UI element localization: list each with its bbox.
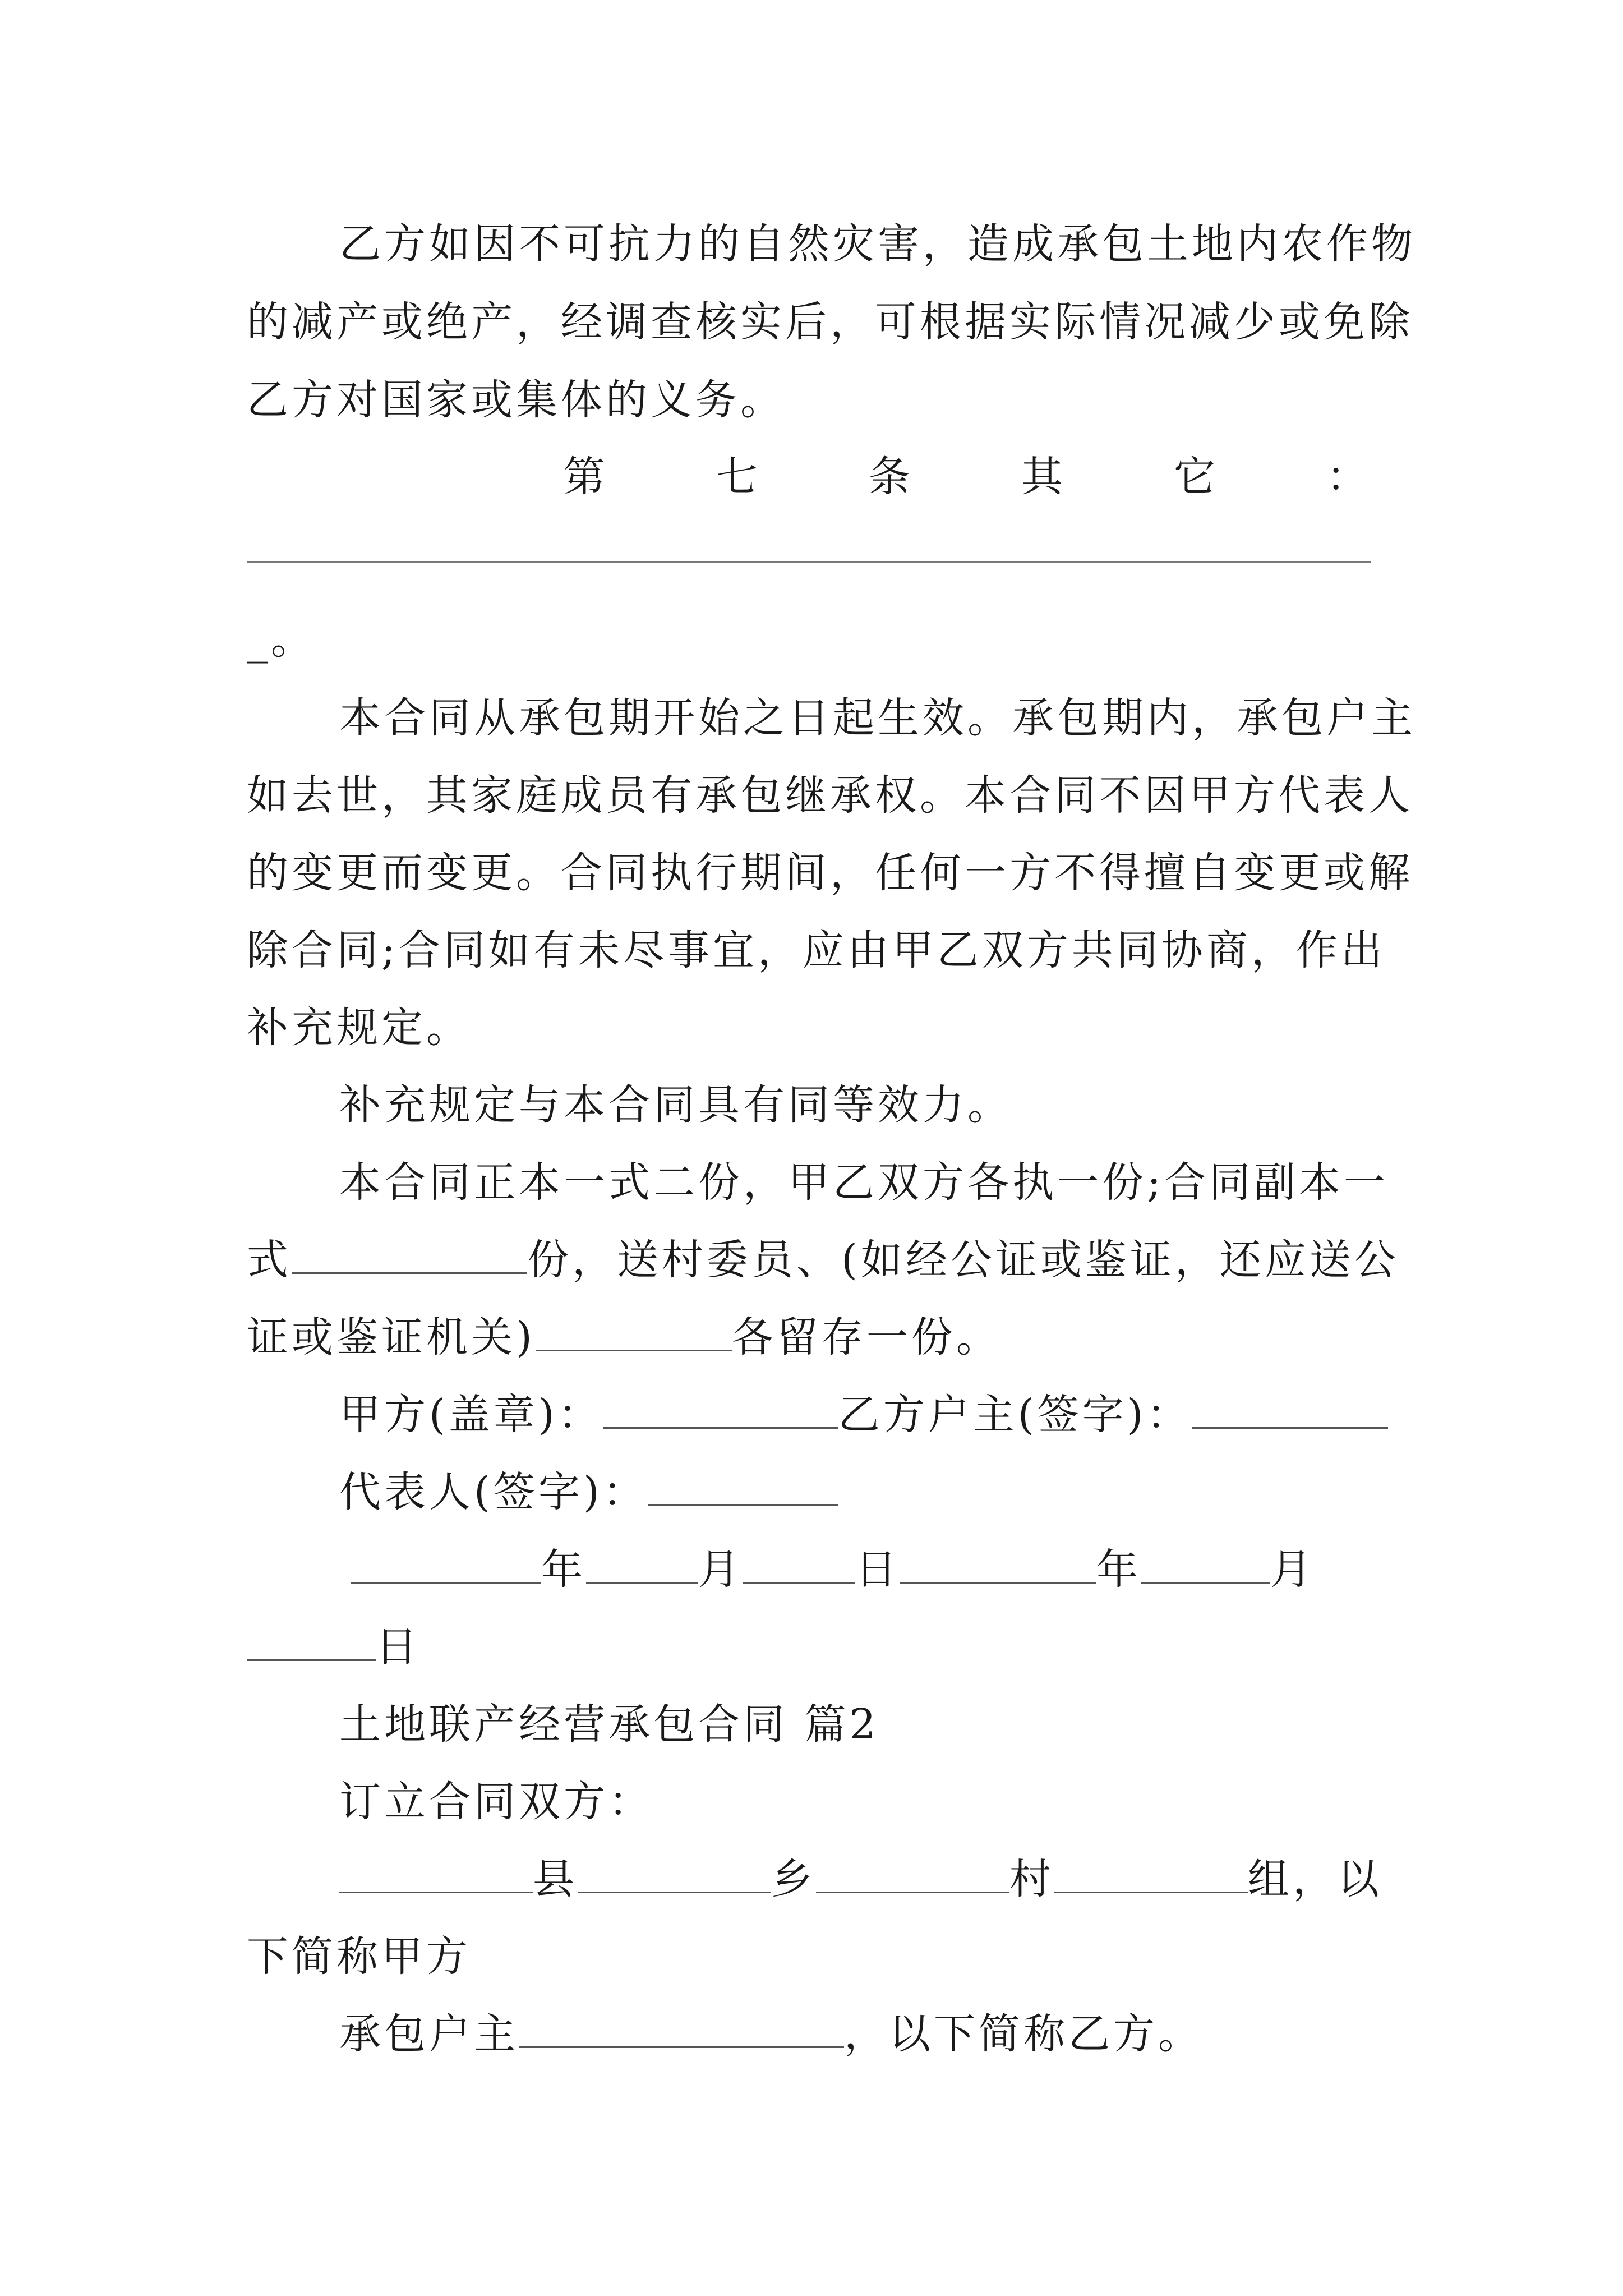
- paragraph-line: 如去世，其家庭成员有承包继承权。本合同不因甲方代表人: [247, 771, 1413, 820]
- householder-blank: [519, 2007, 844, 2048]
- article-7-heading: [564, 449, 1371, 505]
- group-label: 组，以: [1248, 1855, 1382, 1903]
- text-segment: 证或鉴证机关): [247, 1313, 536, 1361]
- householder-label: 承包户主: [339, 2010, 519, 2058]
- village-label: 村: [1009, 1855, 1054, 1903]
- paragraph-line: 下简称甲方: [247, 1932, 471, 1981]
- article-char: 它: [1174, 453, 1219, 501]
- signature-line: [339, 1464, 1385, 1520]
- text-segment: 份，送村委员、(如经公证或鉴证，还应送公: [527, 1236, 1399, 1284]
- year-blank: [900, 1543, 1096, 1584]
- article-char: 其: [1021, 453, 1066, 501]
- date-line: [247, 1619, 1385, 1675]
- year-label: 年: [541, 1545, 586, 1594]
- day-label: 日: [376, 1623, 421, 1671]
- year-label: 年: [1096, 1545, 1141, 1594]
- paragraph-line: [247, 1232, 1399, 1288]
- authority-blank: [536, 1310, 732, 1351]
- group-blank: [1054, 1852, 1248, 1893]
- paragraph-line: 的变更而变更。合同执行期间，任何一方不得擅自变更或解: [247, 849, 1413, 897]
- paragraph-line: 补充规定与本合同具有同等效力。: [339, 1081, 1012, 1129]
- text-segment: 式: [247, 1236, 292, 1284]
- party-b-blank: [1192, 1388, 1388, 1429]
- day-label: 日: [855, 1545, 900, 1594]
- article-char: ：: [1326, 453, 1371, 501]
- month-blank: [586, 1543, 698, 1584]
- paragraph-line: 除合同;合同如有未尽事宜，应由甲乙双方共同协商，作出: [247, 926, 1386, 974]
- county-label: 县: [533, 1855, 578, 1903]
- address-line: [339, 1851, 1385, 1907]
- paragraph-line: 乙方对国家或集体的义务。: [247, 376, 785, 424]
- signature-line: [339, 1387, 1385, 1443]
- paragraph-line: 补充规定。: [247, 1004, 471, 1052]
- date-line: [351, 1542, 1385, 1598]
- party-b-label: 乙方户主(签字)：: [838, 1391, 1192, 1439]
- county-blank: [339, 1852, 533, 1893]
- text-segment: 各留存一份。: [731, 1313, 1001, 1361]
- paragraph-line: 本合同从承包期开始之日起生效。承包期内，承包户主: [339, 694, 1416, 742]
- article-7-tail: _。: [247, 615, 316, 664]
- article-char: 七: [716, 453, 761, 501]
- township-label: 乡: [771, 1855, 816, 1903]
- village-blank: [816, 1852, 1009, 1893]
- article-char: 第: [564, 453, 608, 501]
- month-label: 月: [698, 1545, 743, 1594]
- year-blank: [351, 1543, 541, 1584]
- month-blank: [1141, 1543, 1270, 1584]
- township-blank: [578, 1852, 771, 1893]
- representative-label: 代表人(签字)：: [339, 1468, 648, 1516]
- paragraph-line: [247, 1309, 1385, 1365]
- paragraph-line: 的减产或绝产，经调查核实后，可根据实际情况减少或免除: [247, 298, 1413, 346]
- party-a-blank: [603, 1388, 838, 1429]
- paragraph-line: [339, 2006, 1385, 2062]
- party-a-label: 甲方(盖章)：: [339, 1391, 603, 1439]
- section-title: 土地联产经营承包合同 篇2: [339, 1700, 879, 1749]
- month-label: 月: [1270, 1545, 1315, 1594]
- paragraph-line: 订立合同双方：: [339, 1778, 653, 1826]
- text-segment: ，以下简称乙方。: [844, 2010, 1203, 2058]
- article-char: 条: [869, 453, 914, 501]
- paragraph-line: 乙方如因不可抗力的自然灾害，造成承包土地内农作物: [339, 220, 1416, 268]
- day-blank: [743, 1543, 855, 1584]
- representative-blank: [648, 1465, 838, 1506]
- paragraph-line: 本合同正本一式二份，甲乙双方各执一份;合同副本一: [339, 1158, 1389, 1207]
- day-blank: [247, 1620, 376, 1661]
- copies-blank: [292, 1233, 527, 1274]
- article-7-blank-line: [247, 561, 1371, 563]
